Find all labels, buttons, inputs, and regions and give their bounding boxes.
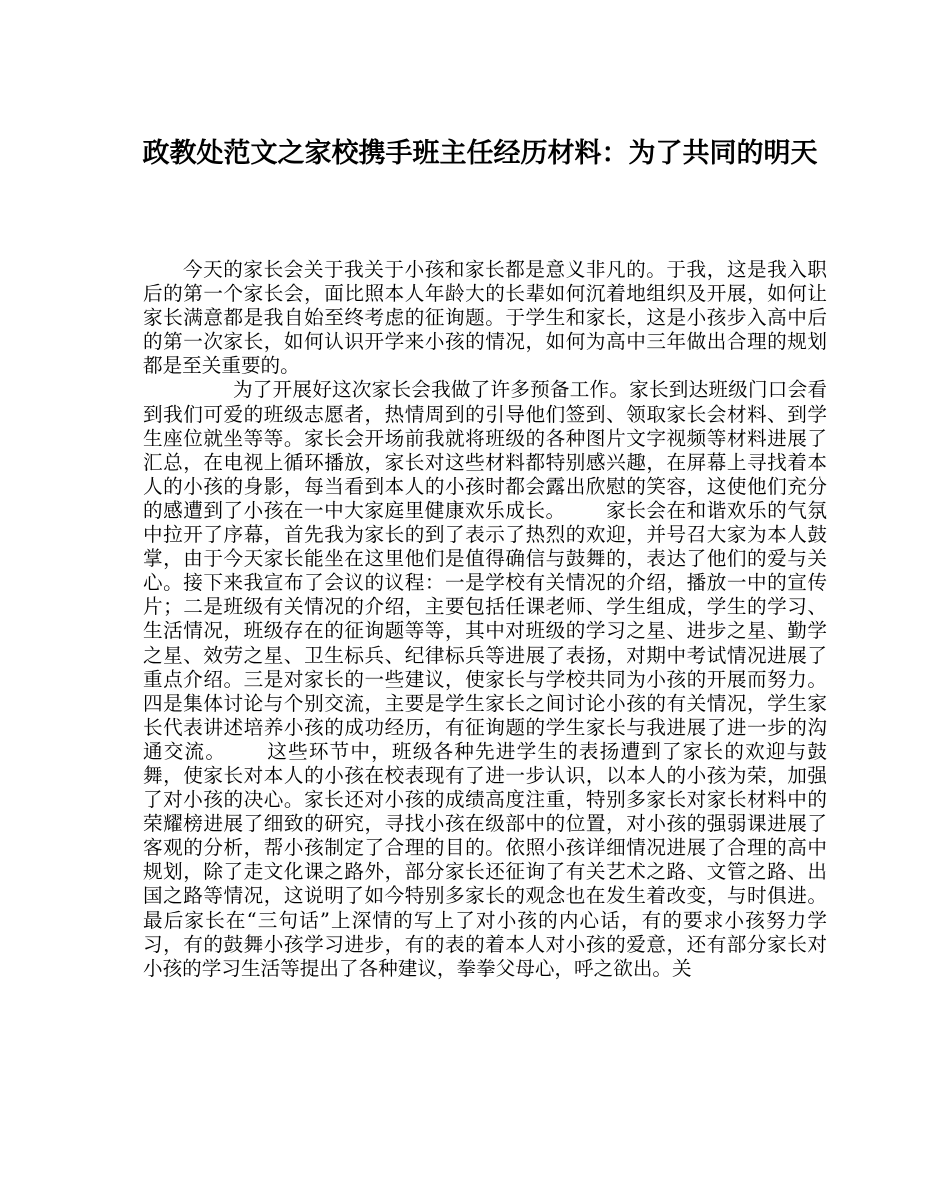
paragraph-2-text: 为了开展好这次家长会我做了许多预备工作。家长到达班级门口会看到我们可爱的班级志愿者，热情周到的引导他们签到、领取家长会材料、到学生座位就坐等等。家长会开场前我就将班级的各种图片文字视频等材料进展了汇总，在电视上循环播放，家长对这些材料都特别感兴趣，在屏幕上寻找着本人的小孩的身影，每当看到本人的小孩时都会露出欣慰的笑容，这使他们充分的感遭到了小孩在一中大家庭里健康欢乐成长。: [143, 378, 827, 522]
paragraph-2: [143, 378, 827, 980]
paragraph-4-text: 这些环节中，班级各种先进学生的表扬遭到了家长的欢迎与鼓舞，使家长对本人的小孩在校表现有了进一步认识，以本人的小孩为荣，加强了对小孩的决心。家长还对小孩的成绩高度注重，特别多家长对家长材料中的荣耀榜进展了细致的研究，寻找小孩在级部中的位置，对小孩的强弱课进展了客观的分析，帮小孩制定了合理的目的。依照小孩详细情况进展了合理的高中规划，除了走文化课之路外，部分家长还征询了有关艺术之路、文管之路、出国之路等情况，这说明了如今特别多家长的观念也在发生着改变，与时俱进。最后家长在“三句话”上深情的写上了对小孩的内心话，有的要求小孩努力学习，有的鼓舞小孩学习进步，有的表的着本人对小孩的爱意，还有部分家长对小孩的学习生活等提出了各种建议，拳拳父母心，呼之欲出。关: [143, 739, 828, 980]
document-title: 政教处范文之家校携手班主任经历材料：为了共同的明天: [142, 138, 818, 169]
paragraph-1: [143, 258, 827, 378]
paragraph-3-text: 家长会在和谐欢乐的气氛中拉开了序幕，首先我为家长的到了表示了热烈的欢迎，并号召大家为本人鼓掌，由于今天家长能坐在这里他们是值得确信与鼓舞的，表达了他们的爱与关心。接下来我宣布了会议的议程：一是学校有关情况的介绍，播放一中的宣传片；二是班级有关情况的介绍，主要包括任课老师、学生组成，学生的学习、生活情况，班级存在的征询题等等，其中对班级的学习之星、进步之星、勤学之星、效劳之星、卫生标兵、纪律标兵等进展了表扬，对期中考试情况进展了重点介绍。三是对家长的一些建议，使家长与学校共同为小孩的开展而努力。四是集体讨论与个别交流，主要是学生家长之间讨论小孩的有关情况，学生家长代表讲述培养小孩的成功经历，有征询题的学生家长与我进展了进一步的沟通交流。: [143, 498, 827, 763]
paragraph-1-text: 今天的家长会关于我关于小孩和家长都是意义非凡的。于我，这是我入职后的第一个家长会，面比照本人年龄大的长辈如何沉着地组织及开展，如何让家长满意都是我自始至终考虑的征询题。于学生和家长，这是小孩步入高中后的第一次家长，如何认识开学来小孩的情况，如何为高中三年做出合理的规划都是至关重要的。: [143, 258, 827, 378]
document-body: [143, 258, 827, 981]
